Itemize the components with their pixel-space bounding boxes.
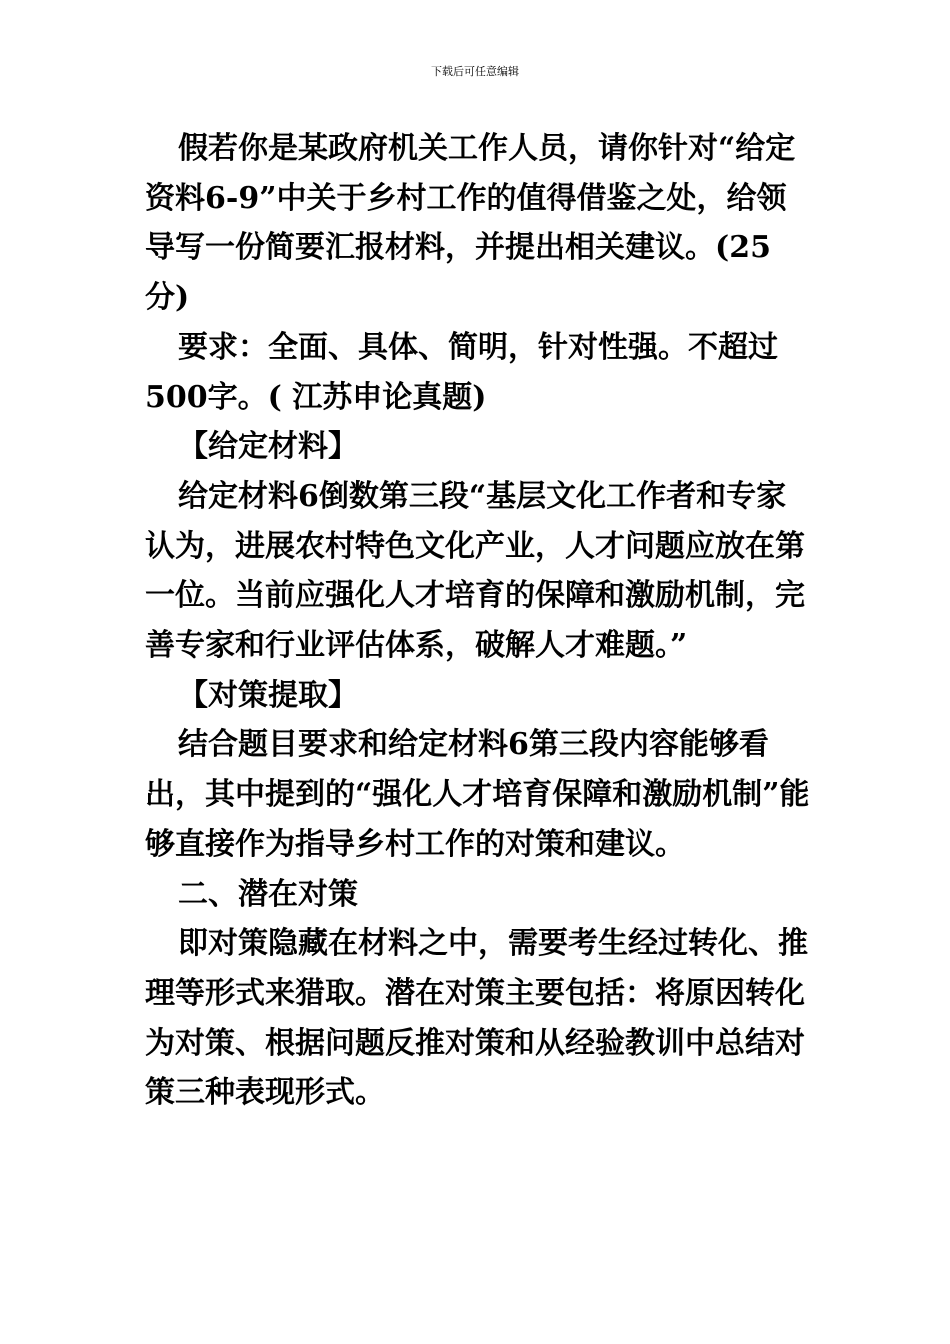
section-heading-potential-strategies: 二、潜在对策 [178, 876, 358, 912]
section-heading-strategy-extraction: 【对策提取】 [178, 677, 358, 713]
document-body [145, 124, 815, 1118]
question-paragraph: 假若你是某政府机关工作人员，请你针对“给定资料6-9”中关于乡村工作的值得借鉴之处，给领导写一份简要汇报材料，并提出相关建议。(25分) [145, 131, 796, 316]
given-material-paragraph: 给定材料6倒数第三段“基层文化工作者和专家认为，进展农村特色文化产业，人才问题应放在第一位。当前应强化人才培育的保障和激励机制，完善专家和行业评估体系，破解人才难题。” [145, 478, 805, 664]
potential-strategies-paragraph: 即对策隐藏在材料之中，需要考生经过转化、推理等形式来猎取。潜在对策主要包括：将原因转化为对策、根据问题反推对策和从经验教训中总结对策三种表现形式。 [145, 926, 808, 1111]
requirements-paragraph: 要求：全面、具体、简明，针对性强。不超过500字。( 江苏申论真题) [145, 329, 778, 415]
strategy-extraction-paragraph: 结合题目要求和给定材料6第三段内容能够看出，其中提到的“强化人才培育保障和激励机制”能够直接作为指导乡村工作的对策和建议。 [145, 727, 810, 862]
section-heading-given-material: 【给定材料】 [178, 429, 358, 465]
page-header-note: 下载后可任意编辑 [431, 65, 519, 78]
